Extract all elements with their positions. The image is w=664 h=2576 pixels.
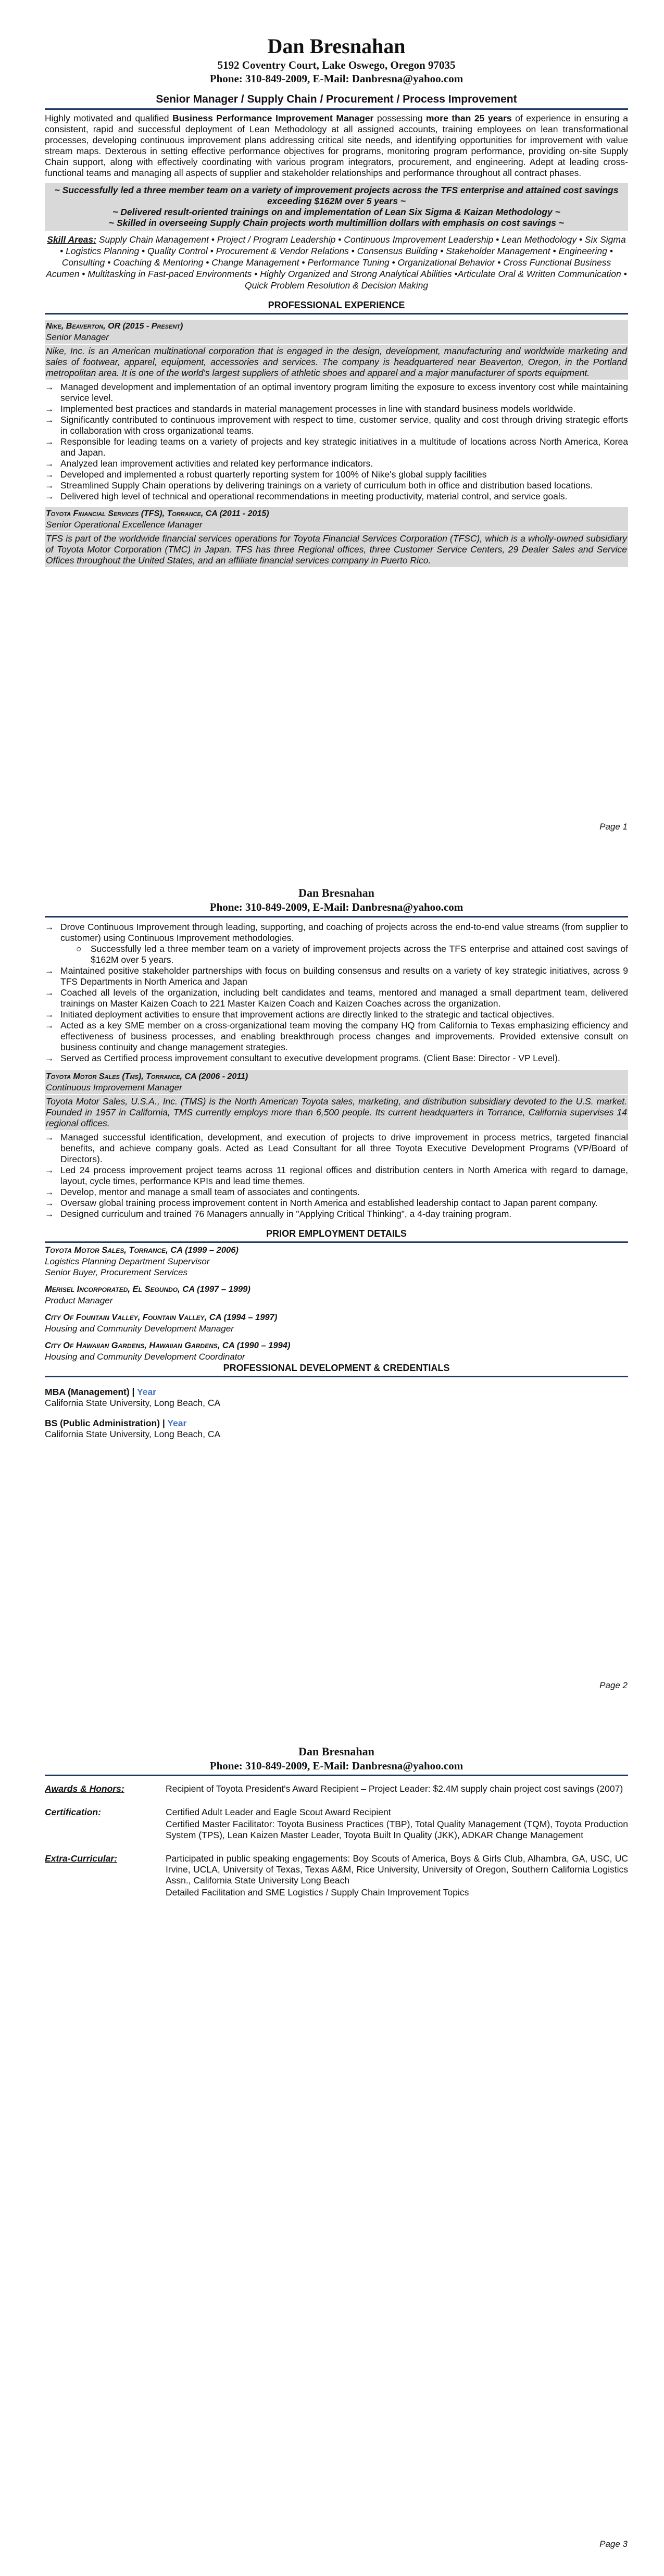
- highlight-item: ~ Skilled in overseeing Supply Chain projects worth multimillion dollars with emphasis on cost savings ~: [108, 218, 565, 228]
- address: 5192 Coventry Court, Lake Oswego, Oregon 97035: [217, 59, 456, 71]
- summary: Highly motivated and qualified Business Performance Improvement Manager possessing more than 25 years of experience in ensuring a consistent, rapid and successful deployment of Lean Methodology at all assigned accounts, training employees on lean transformational processes, developing continuous improvement plans addressing critical site needs, and identifying opportunities for improvement with value stream maps. Dexterous in setting effective performance objectives for programs, monitoring program performance, providing on-site Supply Chain support, along with effectively coordinating with various program integrators, procurement, and engineering. Adept at leading cross-functional teams and managing all aspects of supplier and stakeholder relationships and performance throughout all contract phases.: [45, 113, 629, 178]
- job-title: Senior Operational Excellence Manager: [46, 520, 203, 530]
- school: California State University, Long Beach, CA: [45, 1429, 221, 1439]
- skill-areas: Skill Areas: Supply Chain Management • Project / Program Leadership • Continuous Improvement Leadership • Lean Methodology • Six Sigma • Logistics Planning • Quality Control • Procurement & Vendor Relations • Consensus Building • Stakeholder Management • Engineering • Consulting • Coaching & Mentoring • Change Management • Performance Tuning • Organizational Behavior • Cross Functional Business Acumen • Multitasking in Fast-paced Environments • Highly Organized and Strong Analytical Abilities •Articulate Oral & Written Communication • Quick Problem Resolution & Decision Making: [46, 234, 627, 291]
- divider: [45, 1376, 628, 1377]
- extracurricular-value: Participated in public speaking engagements: Boy Scouts of America, Boys & Girls Club, Alhambra, GA, USC, UC Irvine, UCLA, University of Texas, Texas A&M, Rice University, University of Oregon, Southern California Logistics Assn., California State University Long Beach Detailed Facilitation and SME Logistics / Supply Chain Improvement Topics: [166, 1853, 628, 1898]
- resume-name: Dan Bresnahan: [298, 1745, 374, 1758]
- resume-name: Dan Bresnahan: [298, 886, 374, 899]
- job-title: Senior Manager: [46, 332, 109, 342]
- list-item: → Oversaw global training process improvement content in North America and established leadership contact to Japan parent company.: [45, 1198, 598, 1208]
- list-item: → Led 24 process improvement project teams across 11 regional offices and distribution centers in North America with regard to damage, layout, cycle times, performance KPIs and lead time themes.: [45, 1165, 628, 1186]
- job-header: [45, 320, 628, 344]
- degree: MBA (Management) | Year: [45, 1387, 156, 1397]
- page-2: [0, 859, 664, 1717]
- skill-areas-label: Skill Areas:: [47, 234, 96, 245]
- list-item: → Maintained positive stakeholder partnerships with focus on building consensus and results on a variety of key strategic initiatives, across 9 TFS Departments in North America and Japan: [45, 965, 628, 987]
- divider: [45, 916, 628, 918]
- section-title-development: PROFESSIONAL DEVELOPMENT & CREDENTIALS: [223, 1363, 450, 1373]
- certification-row: [45, 1807, 628, 1842]
- sub-bullets: [45, 944, 628, 965]
- prior-title: Senior Buyer, Procurement Services: [45, 1267, 188, 1277]
- job-header: [45, 507, 628, 531]
- list-item: → Responsible for leading teams on a variety of projects and key strategic initiatives in a multitude of locations across North America, Korea and Japan.: [45, 436, 628, 458]
- prior-company: Merisel Incorporated, El Segundo, CA (1997 – 1999): [45, 1285, 250, 1294]
- page-number: Page 1: [599, 822, 628, 832]
- job-bullets: [45, 1132, 628, 1220]
- divider: [45, 108, 628, 110]
- awards-label: Awards & Honors:: [45, 1783, 124, 1794]
- phone-email: Phone: 310-849-2009, E-Mail: Danbresna@yahoo.com: [209, 901, 463, 913]
- list-item: → Managed successful identification, development, and execution of projects to drive improvement in process metrics, targeted financial benefits, and achieve company goals. Acted as Lead Consultant for all three Toyota Executive Development Programs (VP/Board of Directors).: [45, 1132, 628, 1164]
- job-company: Toyota Motor Sales (Tms), Torrance, CA (2006 - 2011): [46, 1072, 248, 1081]
- list-item: → Acted as a key SME member on a cross-organizational team moving the company HQ from California to Texas emphasizing efficiency and effectiveness of business processes, and enabling breakthrough process changes and improvements. Provided extensive consult on business continuity and change management strategies.: [45, 1020, 628, 1052]
- company-description: Toyota Motor Sales, U.S.A., Inc. (TMS) is the North American Toyota sales, marketing, and distribution subsidiary devoted to the U.S. market. Founded in 1957 in California, TMS currently employs more than 6,500 people. Its current headquarters in Torrance, California supervises 14 regional offices.: [45, 1095, 628, 1130]
- prior-title: Logistics Planning Department Supervisor: [45, 1256, 210, 1266]
- page-3: [0, 1717, 664, 2576]
- highlight-item: ~ Successfully led a three member team on a variety of improvement projects across the TFS enterprise and attained cost savings exceeding $162M over 5 years ~: [54, 185, 619, 206]
- company-description: Nike, Inc. is an American multinational corporation that is engaged in the design, development, manufacturing and worldwide marketing and sales of footwear, apparel, equipment, accessories and services. The company is headquartered near Beaverton, Oregon, in the Portland metropolitan area. It is one of the world's largest suppliers of athletic shoes and apparel and a major manufacturer of sports equipment.: [45, 345, 628, 380]
- extracurricular-row: [45, 1853, 628, 1899]
- list-item: → Managed development and implementation of an optimal inventory program limiting the exposure to excess inventory cost while maintaining service level.: [45, 382, 628, 403]
- company-description: TFS is part of the worldwide financial services operations for Toyota Financial Services Corporation (TFSC), which is a wholly-owned subsidiary of Toyota Motor Corporation (TMC) in Japan. TFS has three Regional offices, three Customer Service Centers, 29 Dealer Sales and Service Offices throughout the United States, and an affiliate financial services company in Puerto Rico.: [45, 532, 628, 567]
- list-item: → Implemented best practices and standards in material management processes in line with standard business models worldwide.: [45, 404, 576, 414]
- certification-value: Certified Adult Leader and Eagle Scout Award Recipient Certified Master Facilitator: Toyota Business Practices (TBP), Total Quality Management (TQM), Toyota Production System (TPS), Lean Kaizen Master Leader, Toyota Built In Quality (JKK), ADKAR Change Management: [166, 1807, 628, 1840]
- job-title: Continuous Improvement Manager: [46, 1083, 182, 1092]
- certification-label: Certification:: [45, 1807, 101, 1817]
- awards-row: [45, 1783, 628, 1795]
- page-number: Page 2: [599, 1680, 628, 1690]
- list-item: → Drove Continuous Improvement through leading, supporting, and coaching of projects across the end-to-end value streams (from supplier to customer) using Continuous Improvement methodologies.: [45, 922, 628, 943]
- list-item: → Developed and implemented a robust quarterly reporting system for 100% of Nike's global supply facilities: [45, 469, 487, 480]
- extracurricular-label: Extra-Curricular:: [45, 1853, 118, 1864]
- list-item: ○ Successfully led a three member team on a variety of improvement projects across the TFS enterprise and attained cost savings of $162M over 5 years.: [76, 944, 628, 965]
- divider: [45, 1241, 628, 1243]
- phone-email: Phone: 310-849-2009, E-Mail: Danbresna@yahoo.com: [209, 72, 463, 85]
- list-item: → Streamlined Supply Chain operations by delivering trainings on a variety of curriculum both in office and distribution based locations.: [45, 480, 593, 491]
- section-title-prior: PRIOR EMPLOYMENT DETAILS: [266, 1228, 407, 1239]
- page-number: Page 3: [599, 2539, 628, 2549]
- highlight-item: ~ Delivered result-oriented trainings on and implementation of Lean Six Sigma & Kaizan Methodology ~: [112, 207, 560, 217]
- list-item: → Served as Certified process improvement consultant to executive development programs. (Client Base: Director - VP Level).: [45, 1053, 560, 1063]
- headline: Senior Manager / Supply Chain / Procurement / Process Improvement: [156, 93, 517, 105]
- section-title-experience: PROFESSIONAL EXPERIENCE: [268, 300, 405, 310]
- list-item: → Designed curriculum and trained 76 Managers annually in "Applying Critical Thinking", a 4-day training program.: [45, 1209, 512, 1219]
- job-company: Nike, Beaverton, OR (2015 - Present): [46, 322, 183, 331]
- prior-company: City Of Hawaiian Gardens, Hawaiian Gardens, CA (1990 – 1994): [45, 1341, 291, 1350]
- highlights-box: [45, 183, 628, 231]
- prior-title: Housing and Community Development Manager: [45, 1324, 234, 1334]
- list-item: → Initiated deployment activities to ensure that improvement actions are directly linked to the strategic and tactical objectives.: [45, 1009, 555, 1020]
- resume-name: Dan Bresnahan: [267, 34, 406, 58]
- prior-title: Product Manager: [45, 1296, 113, 1305]
- prior-company: City Of Fountain Valley, Fountain Valley, CA (1994 – 1997): [45, 1313, 278, 1322]
- job-bullets: [45, 922, 628, 944]
- school: California State University, Long Beach, CA: [45, 1398, 221, 1408]
- job-header: [45, 1070, 628, 1094]
- list-item: → Delivered high level of technical and operational recommendations in meeting productivity, material control, and service goals.: [45, 491, 568, 501]
- job-bullets: [45, 965, 628, 1064]
- degree: BS (Public Administration) | Year: [45, 1418, 187, 1428]
- awards-value: Recipient of Toyota President's Award Recipient – Project Leader: $2.4M supply chain project cost savings (2007): [166, 1783, 623, 1794]
- prior-company: Toyota Motor Sales, Torrance, CA (1999 – 2006): [45, 1246, 239, 1255]
- divider: [45, 313, 628, 315]
- page-1: [0, 0, 664, 859]
- job-company: Toyota Financial Services (TFS), Torrance, CA (2011 - 2015): [46, 509, 269, 518]
- phone-email: Phone: 310-849-2009, E-Mail: Danbresna@yahoo.com: [209, 1760, 463, 1772]
- list-item: → Analyzed lean improvement activities and related key performance indicators.: [45, 458, 373, 469]
- job-bullets: [45, 382, 628, 502]
- list-item: → Coached all levels of the organization, including belt candidates and teams, mentored and managed a small department team, delivered trainings on Master Kaizen Coach to 221 Master Kaizen Coach and Kaizen Coaches across the organization.: [45, 987, 628, 1009]
- prior-title: Housing and Community Development Coordinator: [45, 1352, 245, 1362]
- list-item: → Significantly contributed to continuous improvement with respect to time, customer service, quality and cost through driving strategic efforts in collaboration with cross organizational teams.: [45, 414, 628, 436]
- list-item: → Develop, mentor and manage a small team of associates and contingents.: [45, 1187, 360, 1197]
- divider: [45, 1775, 628, 1776]
